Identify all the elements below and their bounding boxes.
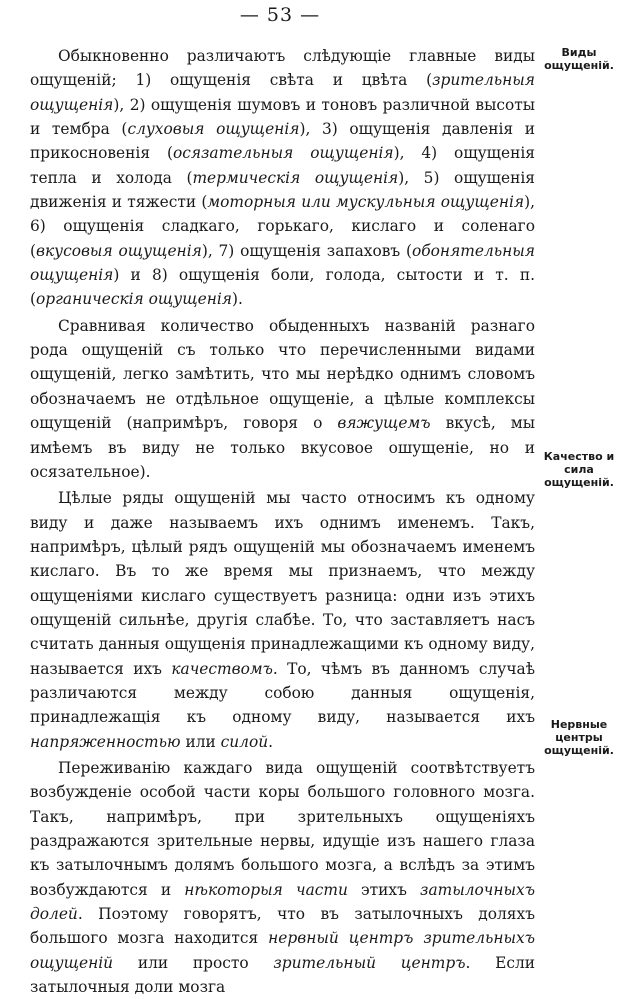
- text-run: ) и 8) ощущенія боли, голода, сытости и т. п. (: [30, 266, 535, 309]
- italic-term: зрительный центръ: [273, 953, 466, 972]
- italic-term: нервный центръ зрительныхъ ощущеній: [30, 929, 535, 972]
- text-run: этихъ: [347, 880, 421, 899]
- text-run: или: [180, 732, 221, 751]
- body-text: [30, 44, 535, 999]
- italic-term: зрительныя ощущенія: [30, 71, 535, 114]
- italic-term: осязательныя ощущенія: [172, 144, 394, 163]
- text-run: ), 2) ощущенія шумовъ и тоновъ различной высоты и тембра (: [30, 95, 535, 139]
- text-run: ), 6) ощущенія сладкаго, горькаго, кислаго и соленаго (: [30, 193, 535, 260]
- italic-term: затылочныхъ долей: [30, 880, 535, 924]
- italic-term: напряженностью: [30, 732, 181, 751]
- text-run: . Если затылочныя доли мозга: [30, 953, 535, 997]
- italic-term: органическія ощущенія: [36, 290, 232, 309]
- text-run: ), 7) ощущенія запаховъ (: [201, 241, 412, 260]
- margin-note-quality: Качество и сила ощущеній.: [543, 450, 615, 489]
- text-run: Цѣлые ряды ощущеній мы часто относимъ къ одному виду и даже называемъ ихъ однимъ именемъ. Такъ, напримѣръ, цѣлый рядъ ощущеній мы обозначаемъ именемъ кислаго. Въ то же время мы признаемъ, что между ощущеніями кислаго существуетъ разница: одни изъ этихъ ощущеній сильнѣе, другія слабѣе. То, что заставляетъ насъ считать данныя ощущенія принадлежащими къ одному виду, называется ихъ: [30, 489, 535, 678]
- text-run: ), 3) ощущенія давленія и прикосновенія (: [30, 120, 535, 163]
- text-run: Переживанію каждаго вида ощущеній соотвѣтствуетъ возбужденіе особой части коры большого головного мозга. Такъ, напримѣръ, при зрительныхъ ощущеніяхъ раздражаются зрительные нервы, идущіе изъ нашего глаза къ затылочнымъ долямъ большого мозга, а вслѣдъ за этимъ возбуждаются и: [30, 758, 535, 899]
- margin-note-nerve-centers: Нервные центры ощущеній.: [544, 718, 614, 757]
- text-run: Сравнивая количество обыденныхъ названій разнаго рода ощущеній съ только что перечисленными видами ощущеній, легко замѣтить, что мы нерѣдко однимъ словомъ обозначаемъ не отдѣльное ощущеніе, а цѣлые комплексы ощущеній (напримѣръ, говоря о: [30, 316, 535, 433]
- text-run: или просто: [113, 953, 274, 972]
- text-run: ), 5) ощущенія движенія и тяжести (: [30, 168, 535, 212]
- text-run: .: [268, 732, 274, 751]
- italic-term: качествомъ: [171, 659, 273, 678]
- italic-term: моторныя или мускульныя ощущенія: [207, 193, 525, 212]
- text-run: . То, чѣмъ въ данномъ случаѣ различаются между собою данныя ощущенія, принадлежащія къ одному виду, называется ихъ: [30, 659, 535, 727]
- page-number: — 53 —: [239, 4, 321, 26]
- italic-term: нѣкоторыя части: [184, 880, 348, 899]
- text-run: вкусѣ, мы имѣемъ въ виду не только вкусовое ошущеніе, но и осязательное).: [30, 414, 535, 481]
- italic-term: слуховыя ощущенія: [127, 120, 300, 139]
- margin-note-kinds: Виды ощущеній.: [544, 46, 614, 72]
- italic-term: термическія ощущенія: [192, 168, 399, 187]
- italic-term: обонятельныя ощущенія: [30, 241, 535, 285]
- text-run: ), 4) ощущенія тепла и холода (: [30, 144, 535, 187]
- italic-term: вкусовыя ощущенія: [36, 241, 202, 260]
- paragraph-1: [30, 44, 535, 312]
- text-run: Обыкновенно различаютъ слѣдующіе главные виды ощущеній; 1) ощущенія свѣта и цвѣта (: [30, 47, 535, 90]
- paragraph-3: [30, 486, 535, 754]
- paragraph-2: [30, 314, 535, 484]
- italic-term: силой: [220, 732, 269, 751]
- text-run: . Поэтому говорятъ, что въ затылочныхъ доляхъ большого мозга находится: [30, 905, 535, 948]
- italic-term: вяжущемъ: [337, 414, 431, 433]
- paragraph-4: [30, 756, 535, 999]
- text-run: ).: [232, 290, 243, 309]
